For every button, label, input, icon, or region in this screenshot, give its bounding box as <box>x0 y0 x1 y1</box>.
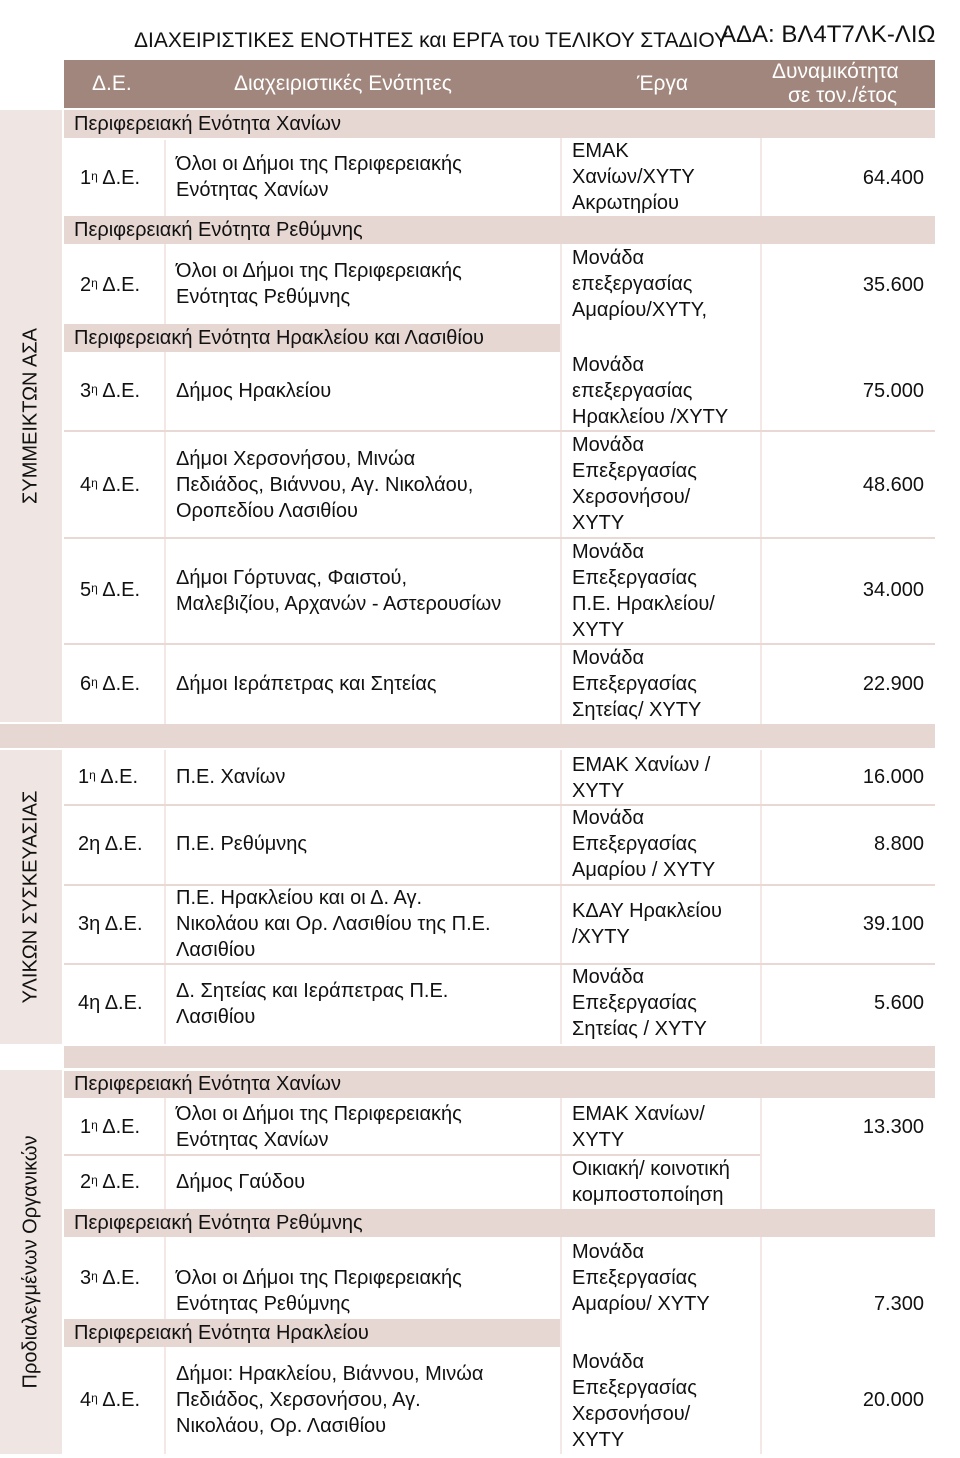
de-sup: η <box>91 675 98 689</box>
unit-line: Ενότητας Ρεθύμνης <box>176 286 351 308</box>
unit-line: Ενότητας Χανίων <box>176 1129 329 1151</box>
capacity-value: 7.300 <box>873 1293 924 1315</box>
ada-code: ΑΔΑ: ΒΛ4Τ7ΛΚ-ΛΙΩ <box>720 21 936 48</box>
page-title: ΔΙΑΧΕΙΡΙΣΤΙΚΕΣ ΕΝΟΤΗΤΕΣ και ΕΡΓΑ του ΤΕΛΙΚΟΥ ΣΤΑΔΙΟΥ <box>134 29 728 52</box>
work-line: ΚΔΑΥ Ηρακλείου <box>572 900 722 922</box>
grid-line <box>164 1098 166 1454</box>
de-suffix: Δ.Ε. <box>102 1389 141 1411</box>
work-line: ΧΥΤΥ <box>572 1129 625 1151</box>
table-header <box>64 60 935 108</box>
de-suffix: Δ.Ε. <box>102 167 141 189</box>
work-line: Σητείας/ ΧΥΤΥ <box>572 699 702 721</box>
work-line: Χερσονήσου/ <box>572 486 691 508</box>
capacity-value: 22.900 <box>862 673 924 695</box>
work-line: Μονάδα <box>572 434 645 456</box>
row-de <box>78 764 138 790</box>
row-de: 2η Δ.Ε. <box>78 833 143 855</box>
unit-line: Λασιθίου <box>176 939 256 961</box>
row-de: 3η Δ.Ε. <box>78 913 143 935</box>
de-number: 4 <box>80 474 92 496</box>
de-number: 1 <box>80 167 92 189</box>
de-sup: η <box>89 768 96 782</box>
de-sup: η <box>91 276 98 290</box>
work-line: επεξεργασίας <box>572 380 693 402</box>
row-de <box>80 1387 140 1413</box>
de-suffix: Δ.Ε. <box>102 579 141 601</box>
work-line: Ηρακλείου /ΧΥΤΥ <box>572 406 729 428</box>
capacity-value: 48.600 <box>862 474 924 496</box>
grid-line <box>760 1098 762 1454</box>
work-line: Σητείας / ΧΥΤΥ <box>572 1018 707 1040</box>
work-line: Επεξεργασίας <box>572 1267 697 1289</box>
de-suffix: Δ.Ε. <box>102 673 141 695</box>
work-line: Ακρωτηρίου <box>572 192 679 214</box>
header-de: Δ.Ε. <box>92 72 132 95</box>
work-line: Αμαρίου/ ΧΥΤΥ <box>572 1293 710 1315</box>
capacity-value: 20.000 <box>862 1389 924 1411</box>
work-line: /ΧΥΤΥ <box>572 926 630 948</box>
unit-line: Νικολάου και Ορ. Λασιθίου της Π.Ε. <box>176 913 491 935</box>
unit-line: Όλοι οι Δήμοι της Περιφερειακής <box>176 260 462 282</box>
unit-line: Όλοι οι Δήμοι της Περιφερειακής <box>176 1103 462 1125</box>
work-line: Αμαρίου / ΧΥΤΥ <box>572 859 716 881</box>
capacity-value: 8.800 <box>873 833 924 855</box>
work-line: Επεξεργασίας <box>572 460 697 482</box>
de-number: 5 <box>80 579 92 601</box>
work-line: Μονάδα <box>572 1241 645 1263</box>
section-separator <box>64 1046 935 1068</box>
row-de: 4η Δ.Ε. <box>78 992 143 1014</box>
grid-line <box>560 110 562 724</box>
work-line: ΕΜΑΚ Χανίων / <box>572 754 711 776</box>
section-separator <box>0 724 935 748</box>
unit-line: Π.Ε. Ηρακλείου και οι Δ. Αγ. <box>176 887 423 909</box>
grid-line <box>760 750 762 1044</box>
de-number: 3 <box>80 380 92 402</box>
unit-line: Δήμοι Γόρτυνας, Φαιστού, <box>176 567 408 589</box>
row-divider <box>64 537 935 539</box>
row-divider <box>64 963 935 965</box>
de-number: 1 <box>80 1116 92 1138</box>
de-sup: η <box>91 1118 98 1132</box>
header-capacity-l1: Δυναμικότητα <box>772 60 899 83</box>
row-divider <box>64 643 935 645</box>
unit-line: Όλοι οι Δήμοι της Περιφερειακής <box>176 1267 462 1289</box>
de-sup: η <box>91 169 98 183</box>
header-units: Διαχειριστικές Ενότητες <box>234 72 452 95</box>
unit-line: Π.Ε. Ρεθύμνης <box>176 833 308 855</box>
unit-line: Ενότητας Χανίων <box>176 179 329 201</box>
de-number: 3 <box>80 1267 92 1289</box>
work-line: Οικιακή/ κοινοτική <box>572 1158 730 1180</box>
de-sup: η <box>91 581 98 595</box>
de-sup: η <box>91 476 98 490</box>
de-suffix: Δ.Ε. <box>102 1267 141 1289</box>
work-line: Π.Ε. Ηρακλείου/ <box>572 593 715 615</box>
work-line: Χερσονήσου/ <box>572 1403 691 1425</box>
work-line: Μονάδα <box>572 807 645 829</box>
row-de <box>80 272 140 298</box>
capacity-value: 34.000 <box>862 579 924 601</box>
header-capacity-l2: σε τον./έτος <box>788 84 898 107</box>
de-number: 4 <box>80 1389 92 1411</box>
region-band-label: Περιφερειακή Ενότητα Ηρακλείου <box>74 1322 369 1344</box>
capacity-value: 35.600 <box>862 274 924 296</box>
de-number: 2 <box>80 1171 92 1193</box>
work-line: Επεξεργασίας <box>572 567 697 589</box>
de-sup: η <box>91 1391 98 1405</box>
capacity-value: 39.100 <box>862 913 924 935</box>
work-line: Επεξεργασίας <box>572 992 697 1014</box>
work-line: ΧΥΤΥ <box>572 1429 625 1451</box>
de-number: 6 <box>80 673 92 695</box>
grid-line <box>560 1098 562 1454</box>
work-line: Αμαρίου/ΧΥΤΥ, <box>572 299 708 321</box>
unit-line: Πεδιάδος, Χερσονήσου, Αγ. <box>176 1389 421 1411</box>
row-de <box>80 1265 140 1291</box>
side-label-asa: ΣΥΜΜΕΙΚΤΩΝ ΑΣΑ <box>19 327 42 505</box>
row-de <box>80 378 140 404</box>
de-suffix: Δ.Ε. <box>102 1116 141 1138</box>
unit-line: Δήμοι Χερσονήσου, Μινώα <box>176 448 416 470</box>
row-de <box>80 165 140 191</box>
de-sup: η <box>91 1173 98 1187</box>
unit-line: Πεδιάδος, Βιάννου, Αγ. Νικολάου, <box>176 474 474 496</box>
region-band-label: Περιφερειακή Ενότητα Ρεθύμνης <box>74 219 363 241</box>
work-line: Χανίων/ΧΥΤΥ <box>572 166 695 188</box>
de-suffix: Δ.Ε. <box>102 1171 141 1193</box>
work-line: ΕΜΑΚ Χανίων/ <box>572 1103 705 1125</box>
de-suffix: Δ.Ε. <box>102 380 141 402</box>
row-divider <box>64 804 935 806</box>
capacity-value: 64.400 <box>862 167 924 189</box>
work-line: ΧΥΤΥ <box>572 619 625 641</box>
unit-line: Νικολάου, Ορ. Λασιθίου <box>176 1415 387 1437</box>
work-line: ΕΜΑΚ <box>572 140 629 162</box>
de-suffix: Δ.Ε. <box>102 274 141 296</box>
work-line: Επεξεργασίας <box>572 1377 697 1399</box>
de-suffix: Δ.Ε. <box>100 766 139 788</box>
unit-line: Λασιθίου <box>176 1006 256 1028</box>
de-sup: η <box>91 382 98 396</box>
grid-line <box>560 750 562 1044</box>
row-de <box>80 1114 140 1140</box>
region-band-label: Περιφερειακή Ενότητα Χανίων <box>74 113 341 135</box>
unit-line: Π.Ε. Χανίων <box>176 766 286 788</box>
de-suffix: Δ.Ε. <box>102 474 141 496</box>
work-line: ΧΥΤΥ <box>572 780 625 802</box>
capacity-value: 16.000 <box>862 766 924 788</box>
unit-line: Δήμος Ηρακλείου <box>176 380 332 402</box>
unit-line: Όλοι οι Δήμοι της Περιφερειακής <box>176 153 462 175</box>
de-number: 2 <box>80 274 92 296</box>
work-line: κομποστοποίηση <box>572 1184 724 1206</box>
unit-line: Μαλεβιζίου, Αρχανών - Αστερουσίων <box>176 593 502 615</box>
header-works: Έργα <box>637 72 689 95</box>
side-label-packaging: ΥΛΙΚΩΝ ΣΥΣΚΕΥΑΣΙΑΣ <box>19 790 42 1004</box>
grid-line <box>760 110 762 724</box>
work-line: Επεξεργασίας <box>572 673 697 695</box>
row-de <box>80 1169 140 1195</box>
work-line: επεξεργασίας <box>572 273 693 295</box>
unit-line: Δ. Σητείας και Ιεράπετρας Π.Ε. <box>176 980 449 1002</box>
row-de <box>80 472 140 498</box>
work-line: ΧΥΤΥ <box>572 512 625 534</box>
capacity-value: 13.300 <box>862 1116 924 1138</box>
unit-line: Δήμος Γαύδου <box>176 1171 306 1193</box>
grid-line <box>164 750 166 1044</box>
unit-line: Δήμοι Ιεράπετρας και Σητείας <box>176 673 437 695</box>
unit-line: Ενότητας Ρεθύμνης <box>176 1293 351 1315</box>
region-band-label: Περιφερειακή Ενότητα Ηρακλείου και Λασιθίου <box>74 327 484 349</box>
work-line: Μονάδα <box>572 247 645 269</box>
work-line: Μονάδα <box>572 354 645 376</box>
row-divider <box>64 430 935 432</box>
work-line: Μονάδα <box>572 966 645 988</box>
row-de <box>80 671 140 697</box>
capacity-value: 75.000 <box>862 380 924 402</box>
capacity-value: 5.600 <box>873 992 924 1014</box>
side-label-organic: Προδιαλεγμένων Οργανικών <box>19 1135 42 1389</box>
work-line: Μονάδα <box>572 541 645 563</box>
row-de <box>80 577 140 603</box>
work-line: Μονάδα <box>572 1351 645 1373</box>
work-line: Επεξεργασίας <box>572 833 697 855</box>
region-band-label: Περιφερειακή Ενότητα Ρεθύμνης <box>74 1212 363 1234</box>
de-sup: η <box>91 1269 98 1283</box>
region-band-label: Περιφερειακή Ενότητα Χανίων <box>74 1073 341 1095</box>
work-line: Μονάδα <box>572 647 645 669</box>
de-number: 1 <box>78 766 90 788</box>
unit-line: Οροπεδίου Λασιθίου <box>176 500 358 522</box>
unit-line: Δήμοι: Ηρακλείου, Βιάννου, Μινώα <box>176 1363 484 1385</box>
